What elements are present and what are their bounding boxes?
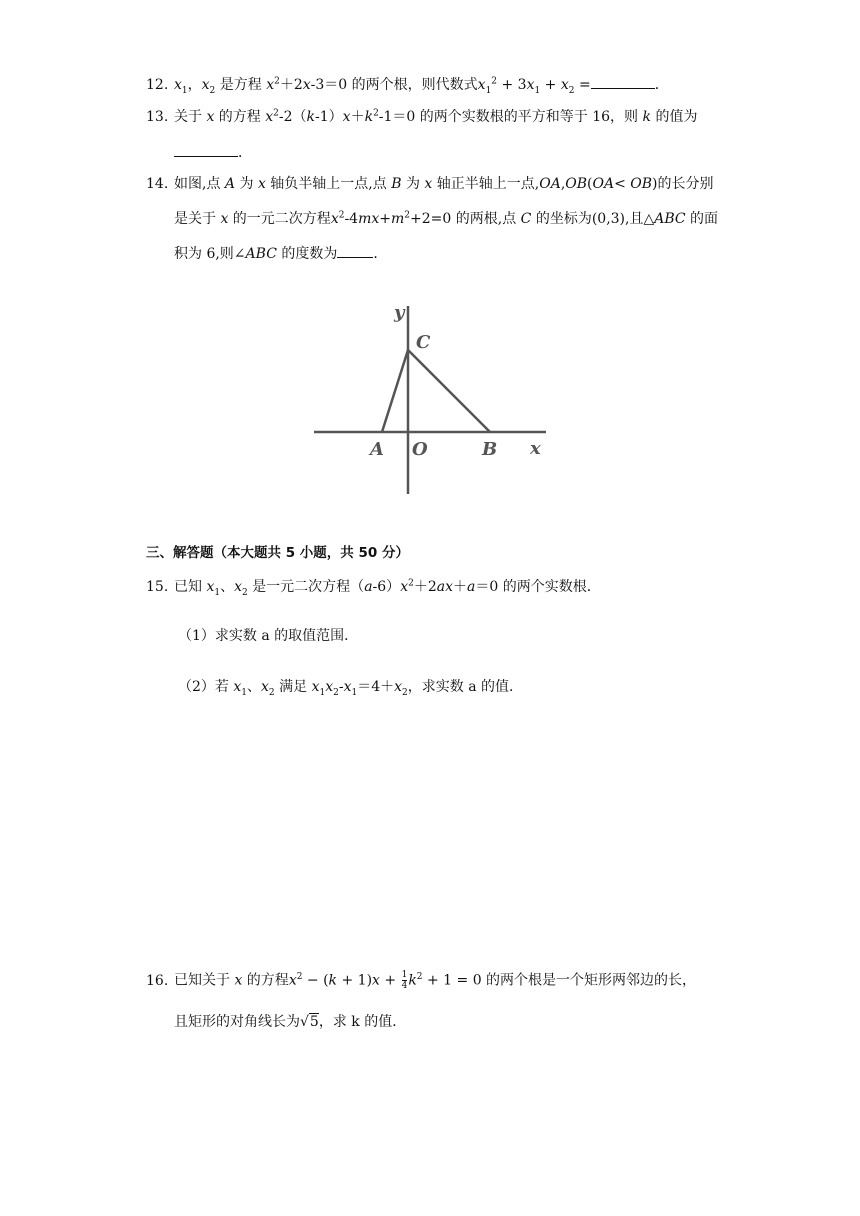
question-16-line2: 且矩形的对角线长为√5，求 k 的值． — [174, 1014, 407, 1030]
question-number: 16. — [146, 972, 169, 989]
answer-blank — [337, 244, 373, 258]
label-b: B — [482, 439, 498, 460]
question-12: 12. $x_1$，$x_2$ 是方程 $x^2+2x-3=0$ 的两个根，则代数式$x_1^2 + 3x_1 + x_2$ = ． — [146, 76, 669, 96]
question-15: 15. 已知 $x_1$、$x_2$ 是一元二次方程$(a-6)x^2+2ax+a=0$ 的两个实数根． — [146, 578, 601, 598]
question-14: 14. 如图,点 A 为 x 轴负半轴上一点,点 B 为 x 轴正半轴上一点,OA,OB(OA< OB)的长分别 — [146, 176, 714, 192]
question-number: 14. — [146, 176, 169, 192]
fraction: $\frac{1}{4}$ — [401, 970, 408, 991]
question-14-line2: 是关于 x 的一元二次方程$x^2-4mx+m^2+2=0$ 的两根,点 C 的坐标为(0,3),且△ABC 的面 — [174, 210, 719, 227]
triangle-figure — [310, 298, 554, 498]
question-number: 12. — [146, 77, 169, 93]
answer-blank — [174, 143, 238, 157]
question-13-blank-line: ． — [174, 143, 252, 163]
question-13: 13. 关于 x 的方程 $x^2-2(k-1)x+k^2-1=0$ 的两个实数根的平方和等于 16，则 k 的值为 — [146, 108, 698, 125]
question-number: 15. — [146, 579, 169, 595]
question-15-part1: （1）求实数 a 的取值范围． — [178, 628, 359, 644]
label-o: O — [412, 439, 428, 460]
label-x: x — [530, 438, 541, 459]
question-16: 16. 已知关于 x 的方程$x^2 - (k + 1)x$ + $\frac{1}{4}$ $k^2 + 1 = 0$ 的两个根是一个矩形两邻边的长， — [146, 970, 697, 991]
triangle-abc — [382, 350, 490, 432]
label-c: C — [416, 332, 431, 353]
question-number: 13. — [146, 109, 169, 125]
label-a: A — [370, 439, 384, 460]
question-15-part2: （2）若 $x_1$、$x_2$ 满足 $x_1x_2-x_1=4+x_2$，求实数 a 的值． — [178, 679, 524, 698]
label-y: y — [394, 302, 405, 323]
question-14-line3: 积为 6,则∠ABC 的度数为 ． — [174, 246, 388, 262]
answer-blank — [591, 75, 655, 89]
section-title: 三、解答题（本大题共 5 小题，共 50 分） — [146, 545, 409, 561]
